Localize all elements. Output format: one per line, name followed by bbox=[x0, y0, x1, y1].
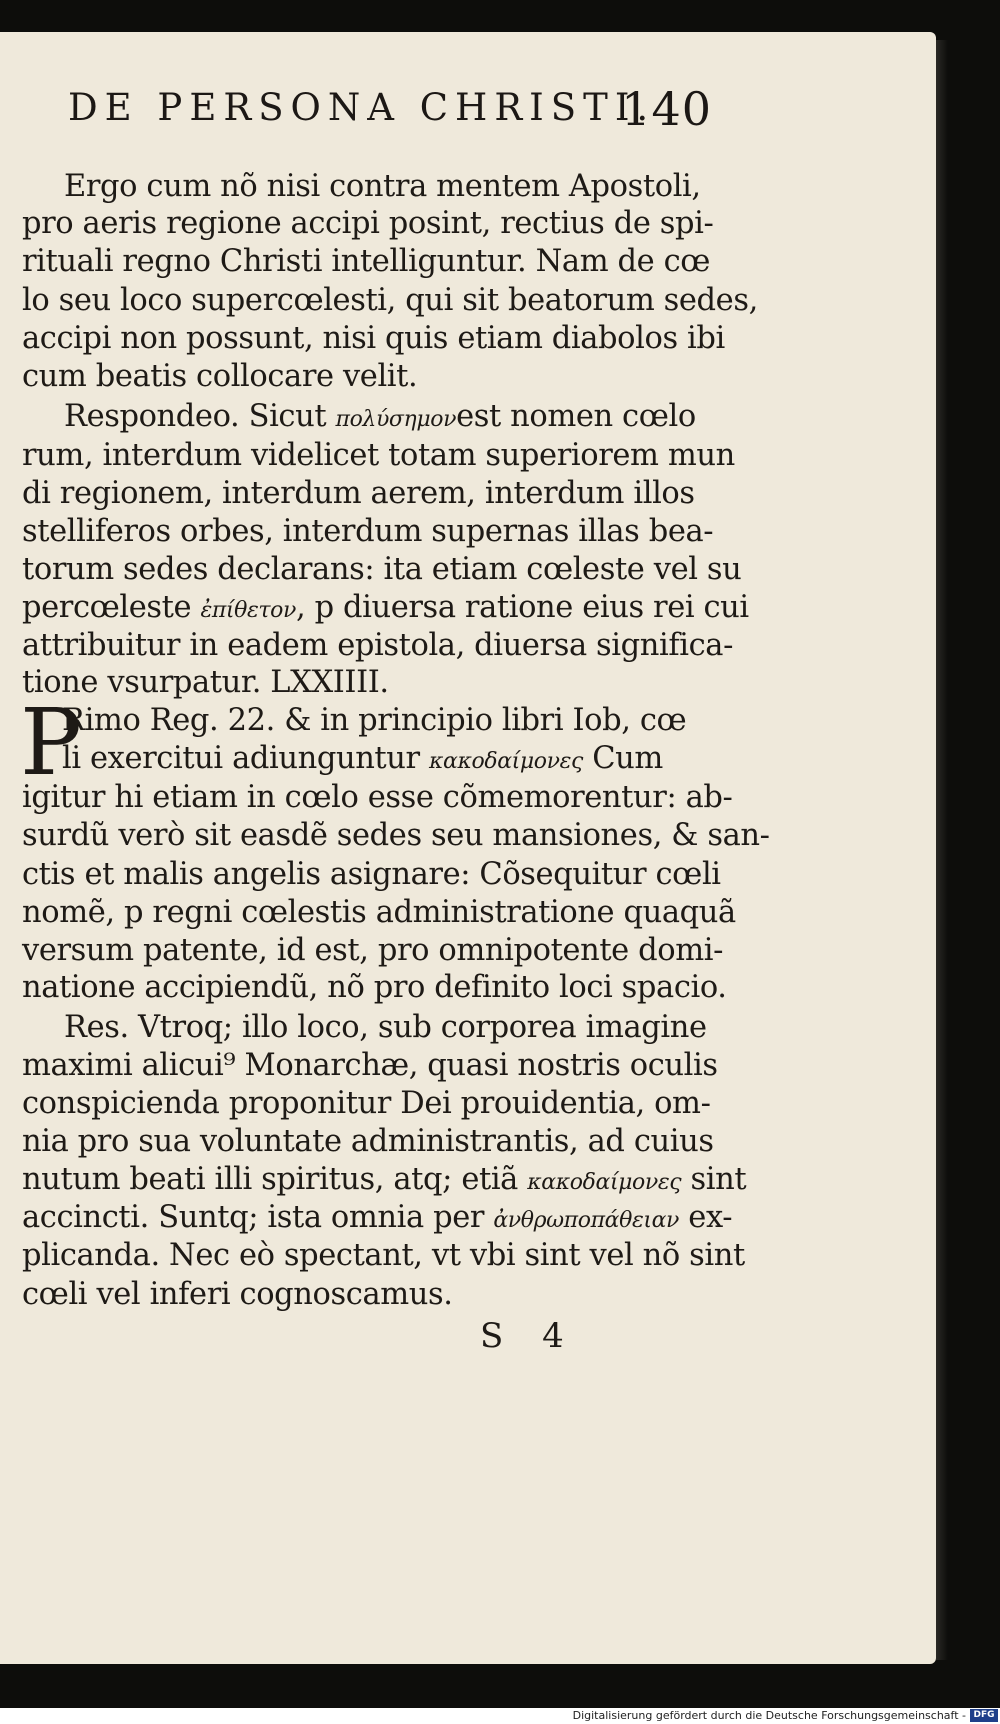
line-text: cum beatis collocare velit. bbox=[22, 359, 418, 394]
folio-number: 140 bbox=[621, 82, 712, 136]
text-line bbox=[62, 740, 742, 781]
line-text: rum, interdum videlicet totam superiorem mun bbox=[22, 438, 735, 473]
drop-capital: P bbox=[20, 689, 82, 796]
line-text: lo seu loco supercœlesti, qui sit beatorum sedes, bbox=[22, 283, 758, 318]
greek-term: ἀνθρωποπάθειαν bbox=[493, 1208, 680, 1233]
line-text-tail: Cum bbox=[582, 741, 663, 776]
text-line bbox=[22, 969, 727, 1007]
line-text: rituali regno Christi intelliguntur. Nam de cœ bbox=[22, 244, 711, 279]
text-line bbox=[22, 817, 770, 855]
line-text: Ergo cum nõ nisi contra mentem Apostoli, bbox=[64, 169, 701, 204]
text-line bbox=[22, 589, 749, 630]
text-line bbox=[22, 282, 758, 320]
line-text: torum sedes declarans: ita etiam cœleste vel su bbox=[22, 552, 742, 587]
text-line bbox=[64, 1009, 744, 1047]
signature-mark: S 4 bbox=[480, 1316, 578, 1356]
text-line bbox=[22, 779, 733, 817]
text-line bbox=[22, 627, 734, 665]
line-text: cœli vel inferi cognoscamus. bbox=[22, 1277, 453, 1312]
text-line bbox=[64, 168, 744, 206]
text-line bbox=[22, 856, 721, 894]
line-text: nutum beati illi spiritus, atq; etiã bbox=[22, 1162, 518, 1197]
text-line bbox=[22, 1085, 711, 1123]
text-line bbox=[22, 320, 725, 358]
line-text: tione vsurpatur. LXXIIII. bbox=[22, 665, 389, 700]
line-text: versum patente, id est, pro omnipotente domi- bbox=[22, 933, 723, 968]
dfg-logo-icon: DFG bbox=[970, 1709, 998, 1722]
text-line bbox=[22, 1123, 714, 1161]
running-header bbox=[68, 82, 712, 140]
text-line bbox=[22, 358, 702, 396]
text-line bbox=[22, 894, 736, 932]
line-text: Res. Vtroq; illo loco, sub corporea imagine bbox=[64, 1010, 707, 1045]
line-text: attribuitur in eadem epistola, diuersa significa- bbox=[22, 628, 734, 663]
text-line bbox=[22, 437, 735, 475]
text-line bbox=[22, 243, 711, 281]
running-title: DE PERSONA CHRISTI. bbox=[68, 86, 656, 129]
text-line bbox=[22, 1199, 733, 1240]
greek-term: κακοδαίμονες bbox=[527, 1170, 682, 1195]
text-line bbox=[22, 205, 714, 243]
text-line bbox=[22, 551, 742, 589]
text-line bbox=[22, 1276, 702, 1314]
line-text: natione accipiendũ, nõ pro definito loci spacio. bbox=[22, 970, 727, 1005]
line-text: Rimo Reg. 22. & in principio libri Iob, cœ bbox=[62, 703, 687, 738]
line-text: li exercitui adiunguntur bbox=[62, 741, 420, 776]
text-line bbox=[64, 398, 744, 439]
text-line bbox=[62, 702, 742, 740]
line-text-tail: sint bbox=[681, 1162, 747, 1197]
line-text: accipi non possunt, nisi quis etiam diabolos ibi bbox=[22, 321, 725, 356]
text-line bbox=[22, 932, 723, 970]
line-text-tail: est nomen cœlo bbox=[456, 399, 696, 434]
text-line bbox=[22, 513, 714, 551]
line-text: nomẽ, p regni cœlestis administratione quaquã bbox=[22, 895, 736, 930]
line-text: nia pro sua voluntate administrantis, ad cuius bbox=[22, 1124, 714, 1159]
line-text: pro aeris regione accipi posint, rectius de spi- bbox=[22, 206, 714, 241]
text-line bbox=[22, 475, 702, 513]
line-text: conspicienda proponitur Dei prouidentia, om- bbox=[22, 1086, 711, 1121]
greek-term: ἐπίθετον bbox=[200, 598, 296, 623]
line-text: percœleste bbox=[22, 590, 192, 625]
line-text: plicanda. Nec eò spectant, vt vbi sint vel nõ sint bbox=[22, 1238, 745, 1273]
greek-term: κακοδαίμονες bbox=[429, 749, 583, 774]
text-line bbox=[22, 664, 702, 702]
line-text: surdũ verò sit easdẽ sedes seu mansiones, & san- bbox=[22, 818, 770, 853]
line-text: stelliferos orbes, interdum supernas illas bea- bbox=[22, 514, 714, 549]
line-text: accincti. Suntq; ista omnia per bbox=[22, 1200, 485, 1235]
line-text-tail: , p diuersa ratione eius rei cui bbox=[296, 590, 749, 625]
line-text: ctis et malis angelis asignare: Cõsequitur cœli bbox=[22, 857, 721, 892]
page-edge-shadow bbox=[936, 40, 948, 1660]
greek-term: πολύσημον bbox=[335, 407, 457, 432]
funding-notice: Digitalisierung gefördert durch die Deutsche Forschungsgemeinschaft - bbox=[572, 1709, 966, 1722]
line-text: Respondeo. Sicut bbox=[64, 399, 327, 434]
text-line bbox=[22, 1161, 747, 1202]
text-line bbox=[22, 1047, 718, 1085]
line-text: maximi alicui⁹ Monarchæ, quasi nostris oculis bbox=[22, 1048, 718, 1083]
text-line bbox=[22, 1237, 745, 1275]
line-text-tail: ex- bbox=[679, 1200, 733, 1235]
line-text: di regionem, interdum aerem, interdum illos bbox=[22, 476, 695, 511]
line-text: igitur hi etiam in cœlo esse cõmemorentur: ab- bbox=[22, 780, 733, 815]
